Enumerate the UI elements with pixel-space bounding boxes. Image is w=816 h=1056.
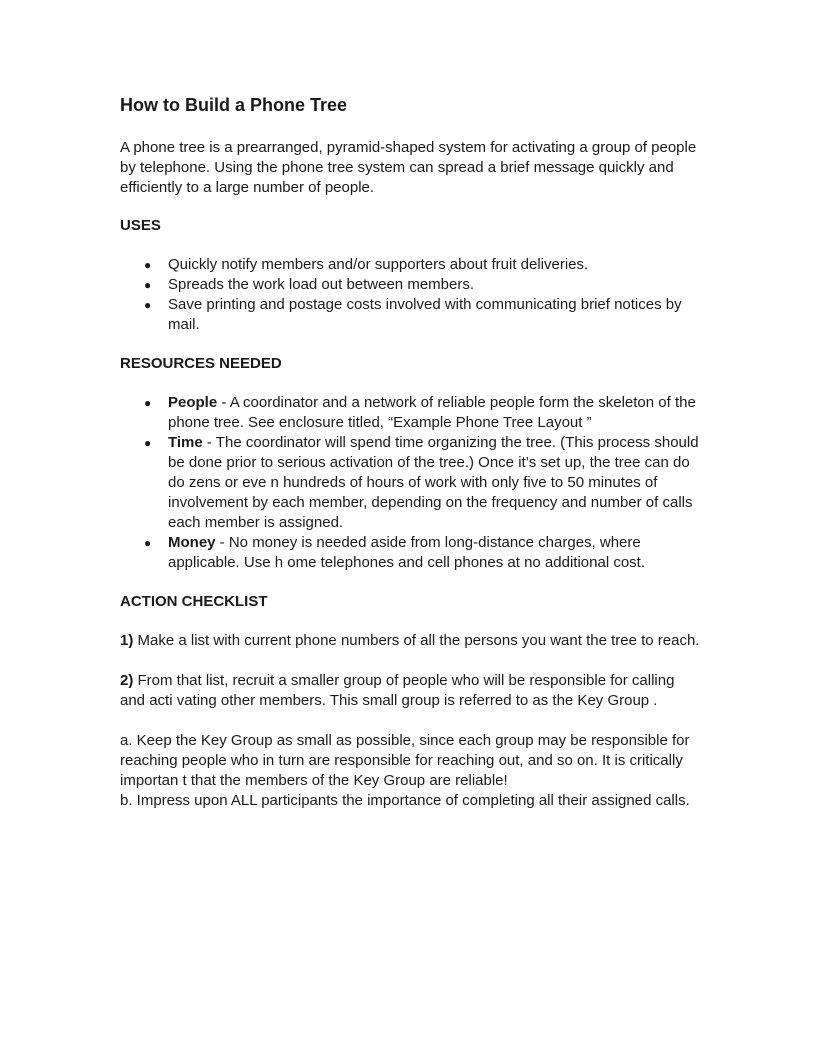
bullet-icon: ● — [144, 258, 152, 272]
bullet-icon: ● — [144, 278, 152, 292]
checklist-step: 1) Make a list with current phone numbers of all the persons you want the tree to reach. — [120, 632, 700, 649]
bullet-icon: ● — [144, 536, 152, 550]
list-item: ● Quickly notify members and/or supporters about fruit deliveries. — [144, 256, 589, 273]
list-item: ● Time - The coordinator will spend time organizing the tree. (This process should be done prior to serious activation of the tree.) Once it’s set up, the tree can do do zens or eve n hundreds of hours of work with only five to 50 minutes of involvement by each member, depending on the frequency and number of calls each member is assigned. — [144, 434, 699, 531]
document-page — [120, 92, 700, 811]
resource-label: Time — [168, 434, 203, 451]
resource-label: Money — [168, 534, 216, 551]
checklist-step: 2) From that list, recruit a smaller group of people who will be responsible for calling and acti vating other members. This small group is referred to as the Key Group . — [120, 672, 675, 709]
checklist-note: a. Keep the Key Group as small as possible, since each group may be responsible for reaching people who in turn are responsible for reaching out, and so on. It is critically importan t that the members of the Key Group are reliable! — [120, 732, 690, 789]
resource-label: People — [168, 394, 218, 411]
step-number: 1) — [120, 632, 134, 649]
list-item: ● Save printing and postage costs involved with communicating brief notices by mail. — [144, 296, 682, 333]
step-number: 2) — [120, 672, 134, 689]
checklist-heading: ACTION CHECKLIST — [120, 593, 268, 610]
list-item: ● People - A coordinator and a network of reliable people form the skeleton of the phone tree. See enclosure titled, “Example Phone Tree Layout ” — [144, 394, 696, 431]
intro-paragraph: A phone tree is a prearranged, pyramid-shaped system for activating a group of people by telephone. Using the phone tree system can spread a brief message quickly and efficiently to a large number of people. — [120, 139, 697, 196]
list-item: ● Money - No money is needed aside from long-distance charges, where applicable. Use h ome telephones and cell phones at no additional cost. — [144, 534, 645, 571]
uses-heading: USES — [120, 217, 161, 234]
uses-list — [120, 255, 700, 335]
resources-heading: RESOURCES NEEDED — [120, 355, 282, 372]
checklist-note: b. Impress upon ALL participants the importance of completing all their assigned calls. — [120, 792, 690, 809]
bullet-icon: ● — [144, 298, 152, 312]
document-title: How to Build a Phone Tree — [120, 95, 348, 115]
bullet-icon: ● — [144, 396, 152, 410]
list-item: ● Spreads the work load out between members. — [144, 276, 474, 293]
bullet-icon: ● — [144, 436, 152, 450]
resources-list — [120, 393, 700, 573]
